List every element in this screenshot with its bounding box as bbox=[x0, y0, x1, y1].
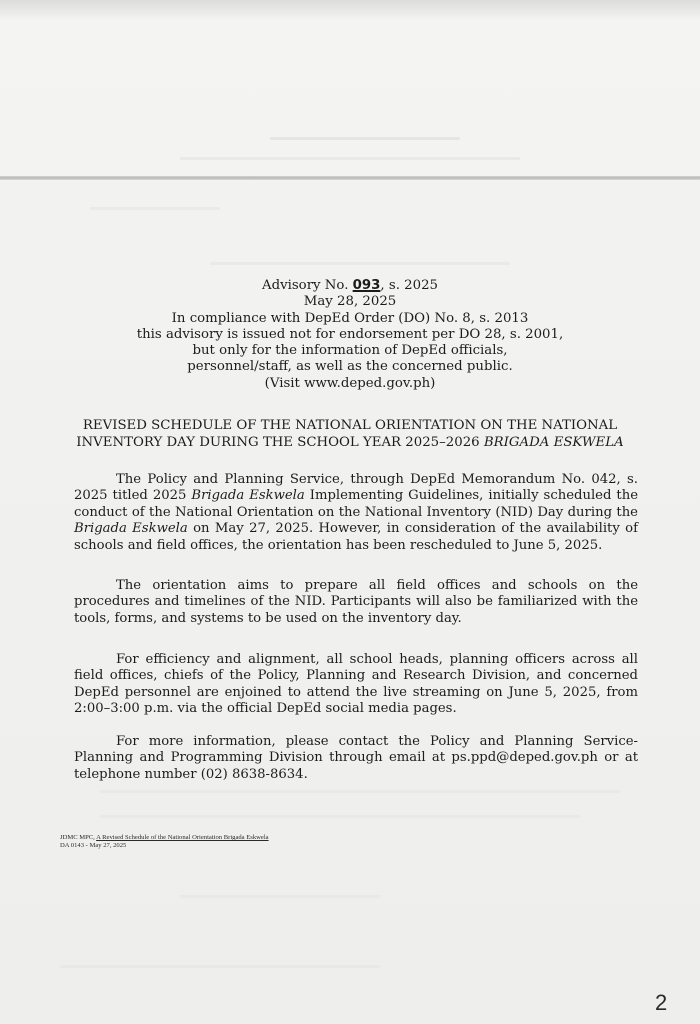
paragraph-italic-text: Brigada Eskwela bbox=[191, 488, 305, 504]
document-footer bbox=[60, 834, 269, 850]
footer-prefix: JDMC MPC, bbox=[60, 834, 97, 841]
compliance-line: personnel/staff, as well as the concerned public. bbox=[187, 359, 513, 375]
advisory-prefix: Advisory No. bbox=[261, 278, 353, 293]
advisory-series: , s. 2025 bbox=[380, 278, 438, 293]
paragraph-text: The Policy and Planning Service, through DepEd Memorandum No. 042, s. 2025 titled 2025 bbox=[74, 472, 638, 504]
title-italic-text: BRIGADA ESKWELA bbox=[483, 434, 624, 450]
bleed-through-mark bbox=[90, 207, 220, 210]
footer-title: A Revised Schedule of the National Orientation Brigada Eskwela bbox=[96, 834, 269, 841]
paragraph-attendance: For efficiency and alignment, all school heads, planning officers across all field offices, chiefs of the Policy, Planning and Research Division, and concerned DepEd personnel are enjoined to attend the live streaming on June 5, 2025, from 2:00–3:00 p.m. via the official DepEd social media pages. bbox=[74, 652, 638, 717]
title-line: REVISED SCHEDULE OF THE NATIONAL ORIENTATION ON THE NATIONAL bbox=[82, 418, 618, 433]
paragraph-italic-text: Brigada Eskwela bbox=[74, 521, 188, 537]
compliance-line: but only for the information of DepEd officials, bbox=[192, 343, 508, 359]
paragraph-contact-info: For more information, please contact the Policy and Planning Service-Planning and Programming Division through email at ps.ppd@deped.gov.ph or at telephone number (02) 8638-8634. bbox=[74, 734, 638, 782]
compliance-line: In compliance with DepEd Order (DO) No. 8, s. 2013 bbox=[171, 310, 529, 326]
advisory-date: May 28, 2025 bbox=[303, 294, 397, 310]
website-reference: (Visit www.deped.gov.ph) bbox=[264, 375, 436, 391]
advisory-header bbox=[100, 278, 600, 392]
paragraph-text: on May 27, 2025. However, in consideration of the availability of schools and field offices, the orientation has been rescheduled to June 5, 2025. bbox=[74, 521, 638, 553]
bleed-through-mark bbox=[60, 965, 380, 968]
paragraph-schedule-change bbox=[74, 472, 638, 554]
page-fold-line bbox=[0, 176, 700, 180]
title-line bbox=[60, 435, 640, 452]
footer-reference bbox=[60, 834, 269, 842]
paragraph-text: Implementing Guidelines, initially scheduled the conduct of the National Orientation on the National Inventory (NID) Day during the bbox=[74, 488, 638, 520]
compliance-line: this advisory is issued not for endorsement per DO 28, s. 2001, bbox=[136, 326, 564, 342]
footer-doc-code: DA 0143 - May 27, 2025 bbox=[60, 842, 127, 849]
scan-shadow bbox=[0, 0, 700, 20]
bleed-through-mark bbox=[270, 137, 460, 140]
title-text: INVENTORY DAY DURING THE SCHOOL YEAR 2025–2026 bbox=[76, 434, 484, 450]
bleed-through-mark bbox=[180, 895, 380, 898]
advisory-title bbox=[60, 418, 640, 451]
advisory-number-line bbox=[100, 278, 600, 294]
handwritten-page-number: 2 bbox=[655, 990, 668, 1015]
bleed-through-mark bbox=[100, 815, 580, 818]
advisory-number: 093 bbox=[352, 278, 381, 293]
bleed-through-mark bbox=[210, 262, 510, 265]
bleed-through-mark bbox=[100, 790, 620, 793]
bleed-through-mark bbox=[180, 157, 520, 160]
paragraph-orientation-aims: The orientation aims to prepare all field offices and schools on the procedures and timelines of the NID. Participants will also be familiarized with the tools, forms, and systems to be used on the inventory day. bbox=[74, 578, 638, 626]
